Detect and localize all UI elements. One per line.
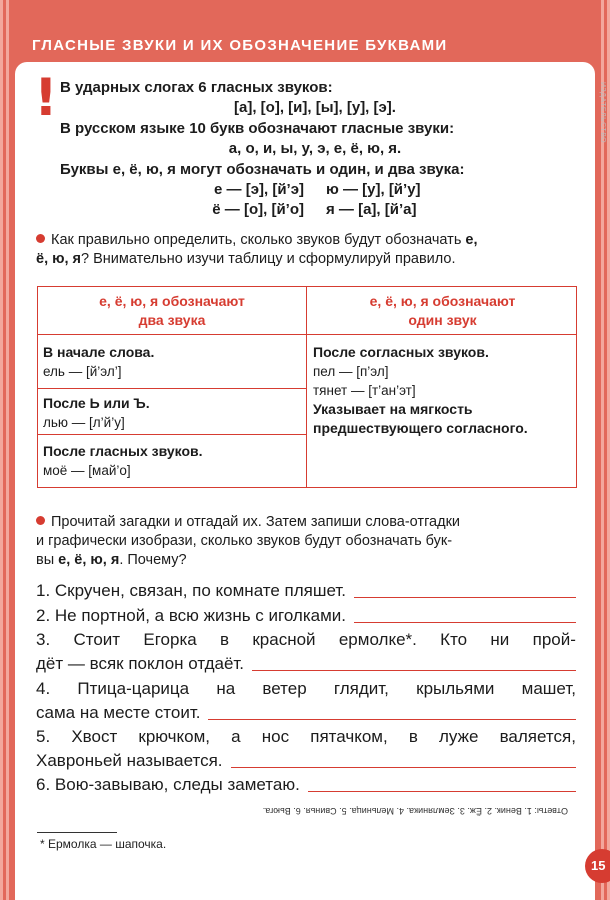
- riddle-text: 1. Скручен, связан, по комнате пляшет.: [36, 581, 347, 600]
- riddle-line: [36, 652, 576, 675]
- riddle-word: 4.: [36, 679, 51, 698]
- cell-rule: После согласных звуков.: [313, 344, 489, 360]
- sound-pair: я — [а], [й’а]: [326, 201, 417, 218]
- bullet-icon: [36, 234, 45, 243]
- cell-note: предшествующего согласного.: [313, 420, 528, 436]
- question-letters: ё, ю, я: [36, 251, 82, 267]
- riddle-word: нос: [261, 727, 290, 746]
- riddle-text: Хавроньей называется.: [36, 751, 223, 770]
- header-text: два звука: [138, 312, 206, 328]
- riddle-word: Стоит: [73, 630, 121, 649]
- riddle-word: 3.: [36, 630, 51, 649]
- row-divider: [38, 388, 306, 389]
- riddle-word: прой-: [532, 630, 576, 649]
- sound-pair: ю — [у], [й’у]: [326, 181, 421, 198]
- question-text: Прочитай загадки и отгадай их. Затем запиши слова-отгадки: [51, 514, 461, 530]
- riddle-line: [36, 749, 576, 772]
- riddle-word: красной: [252, 630, 316, 649]
- left-stripe: [0, 0, 3, 900]
- riddle-text: 2. Не портной, а всю жизнь с иголками.: [36, 606, 347, 625]
- question-text: и графически изобрази, сколько звуков будут обозначать бук-: [36, 533, 453, 549]
- rule-text: В русском языке 10 букв обозначают гласные звуки:: [60, 120, 455, 137]
- riddle-word: в: [408, 727, 418, 746]
- sound-pair-row: [60, 180, 570, 200]
- page-title: ГЛАСНЫЕ ЗВУКИ И ИХ ОБОЗНАЧЕНИЕ БУКВАМИ: [32, 37, 448, 54]
- cell-rule: После гласных звуков.: [43, 443, 203, 459]
- question-text: Как правильно определить, сколько звуков будут обозначать: [51, 232, 466, 248]
- riddle-word: крючком,: [138, 727, 211, 746]
- column-header-two-sounds: [38, 287, 306, 335]
- riddle-word: Егорка: [143, 630, 197, 649]
- riddle-word: ветер: [262, 679, 307, 698]
- riddle-line: [36, 628, 576, 651]
- table-cell: [43, 442, 203, 480]
- riddle-word: Птица-царица: [77, 679, 190, 698]
- question-1: [36, 231, 576, 269]
- letter-list: а, о, и, ы, у, э, е, ё, ю, я.: [228, 140, 402, 157]
- riddle-word: на: [216, 679, 236, 698]
- exclamation-icon: !: [34, 68, 58, 128]
- rule-stressed-vowels: [60, 78, 570, 118]
- riddle-line: [36, 677, 576, 700]
- riddle-word: ермолке*.: [338, 630, 417, 649]
- cell-note: Указывает на мягкость: [313, 401, 473, 417]
- riddle-word: крыльями: [416, 679, 495, 698]
- question-text: . Почему?: [119, 552, 187, 568]
- answer-line[interactable]: [252, 652, 576, 671]
- cell-example: ель — [й’эл’]: [43, 364, 122, 379]
- riddle-line: [36, 725, 576, 748]
- cell-example: моё — [май’о]: [43, 463, 131, 478]
- cell-rule: В начале слова.: [43, 344, 155, 360]
- riddle-word: Хвост: [71, 727, 118, 746]
- bullet-icon: [36, 516, 45, 525]
- rule-iotated-letters: [60, 160, 570, 220]
- riddle-text: 6. Вою-завываю, следы заметаю.: [36, 775, 300, 794]
- riddle-text: дёт — всяк поклон отдаёт.: [36, 654, 245, 673]
- left-stripe: [6, 0, 9, 900]
- riddle-line: [36, 773, 576, 796]
- sounds-table: [37, 286, 577, 488]
- answer-line[interactable]: [208, 701, 576, 720]
- table-cell: [43, 343, 154, 381]
- row-divider: [38, 434, 306, 435]
- riddle-line: [36, 701, 576, 724]
- page-number: 15: [585, 849, 610, 883]
- table-cell: [313, 343, 528, 438]
- rule-text: В ударных слогах 6 гласных звуков:: [60, 79, 333, 96]
- riddle-line: [36, 604, 576, 627]
- footnote-divider: [37, 832, 117, 833]
- answer-line[interactable]: [308, 773, 576, 792]
- column-header-one-sound: [307, 287, 578, 335]
- riddle-text: сама на месте стоит.: [36, 703, 201, 722]
- footnote: * Ермолка — шапочка.: [40, 837, 167, 851]
- riddle-word: а: [231, 727, 241, 746]
- question-letters: е, ё, ю, я: [58, 552, 120, 568]
- sound-pair: е — [э], [й’э]: [214, 181, 304, 198]
- riddle-word: глядит,: [333, 679, 389, 698]
- riddle-word: машет,: [521, 679, 576, 698]
- riddle-word: 5.: [36, 727, 51, 746]
- cell-example: пел — [п’эл]: [313, 364, 389, 379]
- table-header: [38, 287, 576, 335]
- answers-upside-down: Ответы: 1. Веник. 2. Ёж. 3. Земляника. 4. Мельница. 5. Свинья. 6. Вьюга.: [262, 806, 568, 816]
- sound-pair-row: [60, 200, 570, 220]
- cell-example: лью — [л’й’у]: [43, 415, 125, 430]
- cell-rule: После Ь или Ъ.: [43, 395, 150, 411]
- question-text: ? Внимательно изучи таблицу и сформулируй правило.: [81, 251, 456, 267]
- cell-example: тянет — [т’ан’эт]: [313, 383, 416, 398]
- header-text: е, ё, ю, я обозначают: [99, 293, 245, 309]
- question-text: вы: [36, 552, 59, 568]
- question-2: [36, 513, 576, 570]
- riddle-word: луже: [439, 727, 479, 746]
- question-letters: е,: [465, 232, 478, 248]
- riddle-word: в: [220, 630, 230, 649]
- answer-line[interactable]: [354, 604, 576, 623]
- riddle-word: Кто: [440, 630, 468, 649]
- answer-line[interactable]: [354, 579, 576, 598]
- rule-vowel-letters: [60, 119, 570, 159]
- answer-line[interactable]: [231, 749, 576, 768]
- rule-text: Буквы е, ё, ю, я могут обозначать и один, и два звука:: [60, 161, 465, 178]
- riddle-word: ни: [490, 630, 510, 649]
- table-cell: [43, 394, 150, 432]
- header-text: один звук: [408, 312, 477, 328]
- riddle-word: пятачком,: [310, 727, 388, 746]
- riddle-line: [36, 579, 576, 602]
- side-note: ИЗДАТЕЛЬСТВО: [599, 82, 606, 144]
- riddle-word: валяется,: [499, 727, 576, 746]
- sound-list: [а], [о], [и], [ы], [у], [э].: [234, 99, 396, 116]
- column-divider: [306, 287, 307, 487]
- sound-pair: ё — [о], [й’о]: [212, 201, 304, 218]
- header-text: е, ё, ю, я обозначают: [369, 293, 516, 309]
